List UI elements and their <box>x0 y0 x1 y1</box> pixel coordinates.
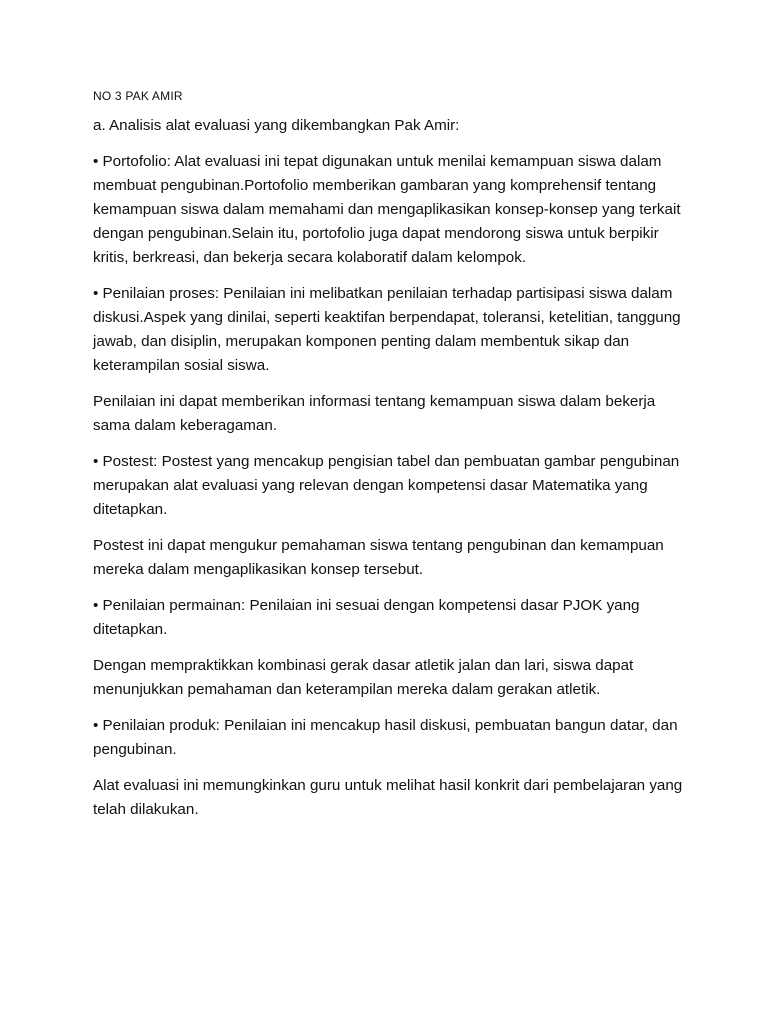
paragraph-penilaian-produk: • Penilaian produk: Penilaian ini mencakup hasil diskusi, pembuatan bangun datar, dan pengubinan. <box>93 717 678 758</box>
document-page <box>93 87 683 834</box>
section-heading: a. Analisis alat evaluasi yang dikembangkan Pak Amir: <box>93 117 460 134</box>
paragraph-atletik: Dengan mempraktikkan kombinasi gerak dasar atletik jalan dan lari, siswa dapat menunjukkan pemahaman dan keterampilan mereka dalam gerakan atletik. <box>93 657 634 698</box>
paragraph-portofolio: • Portofolio: Alat evaluasi ini tepat digunakan untuk menilai kemampuan siswa dalam membuat pengubinan.Portofolio memberikan gambaran yang komprehensif tentang kemampuan siswa dalam memahami dan mengaplikasikan konsep-konsep yang terkait dengan pengubinan.Selain itu, portofolio juga dapat mendorong siswa untuk berpikir kritis, berkreasi, dan bekerja secara kolaboratif dalam kelompok. <box>93 153 681 266</box>
paragraph-penilaian-permainan: • Penilaian permainan: Penilaian ini sesuai dengan kompetensi dasar PJOK yang ditetapkan. <box>93 597 640 638</box>
paragraph-penilaian-proses: • Penilaian proses: Penilaian ini melibatkan penilaian terhadap partisipasi siswa dalam diskusi.Aspek yang dinilai, seperti keaktifan berpendapat, toleransi, ketelitian, tanggung jawab, dan disiplin, merupakan komponen penting dalam membentuk sikap dan keterampilan sosial siswa. <box>93 285 681 374</box>
paragraph-kerja-sama: Penilaian ini dapat memberikan informasi tentang kemampuan siswa dalam bekerja sama dalam keberagaman. <box>93 393 656 434</box>
paragraph-postest-detail: Postest ini dapat mengukur pemahaman siswa tentang pengubinan dan kemampuan mereka dalam mengaplikasikan konsep tersebut. <box>93 537 664 578</box>
paragraph-hasil-konkrit: Alat evaluasi ini memungkinkan guru untuk melihat hasil konkrit dari pembelajaran yang telah dilakukan. <box>93 777 683 818</box>
paragraph-postest: • Postest: Postest yang mencakup pengisian tabel dan pembuatan gambar pengubinan merupakan alat evaluasi yang relevan dengan kompetensi dasar Matematika yang ditetapkan. <box>93 453 680 518</box>
document-header: NO 3 PAK AMIR <box>93 89 183 103</box>
